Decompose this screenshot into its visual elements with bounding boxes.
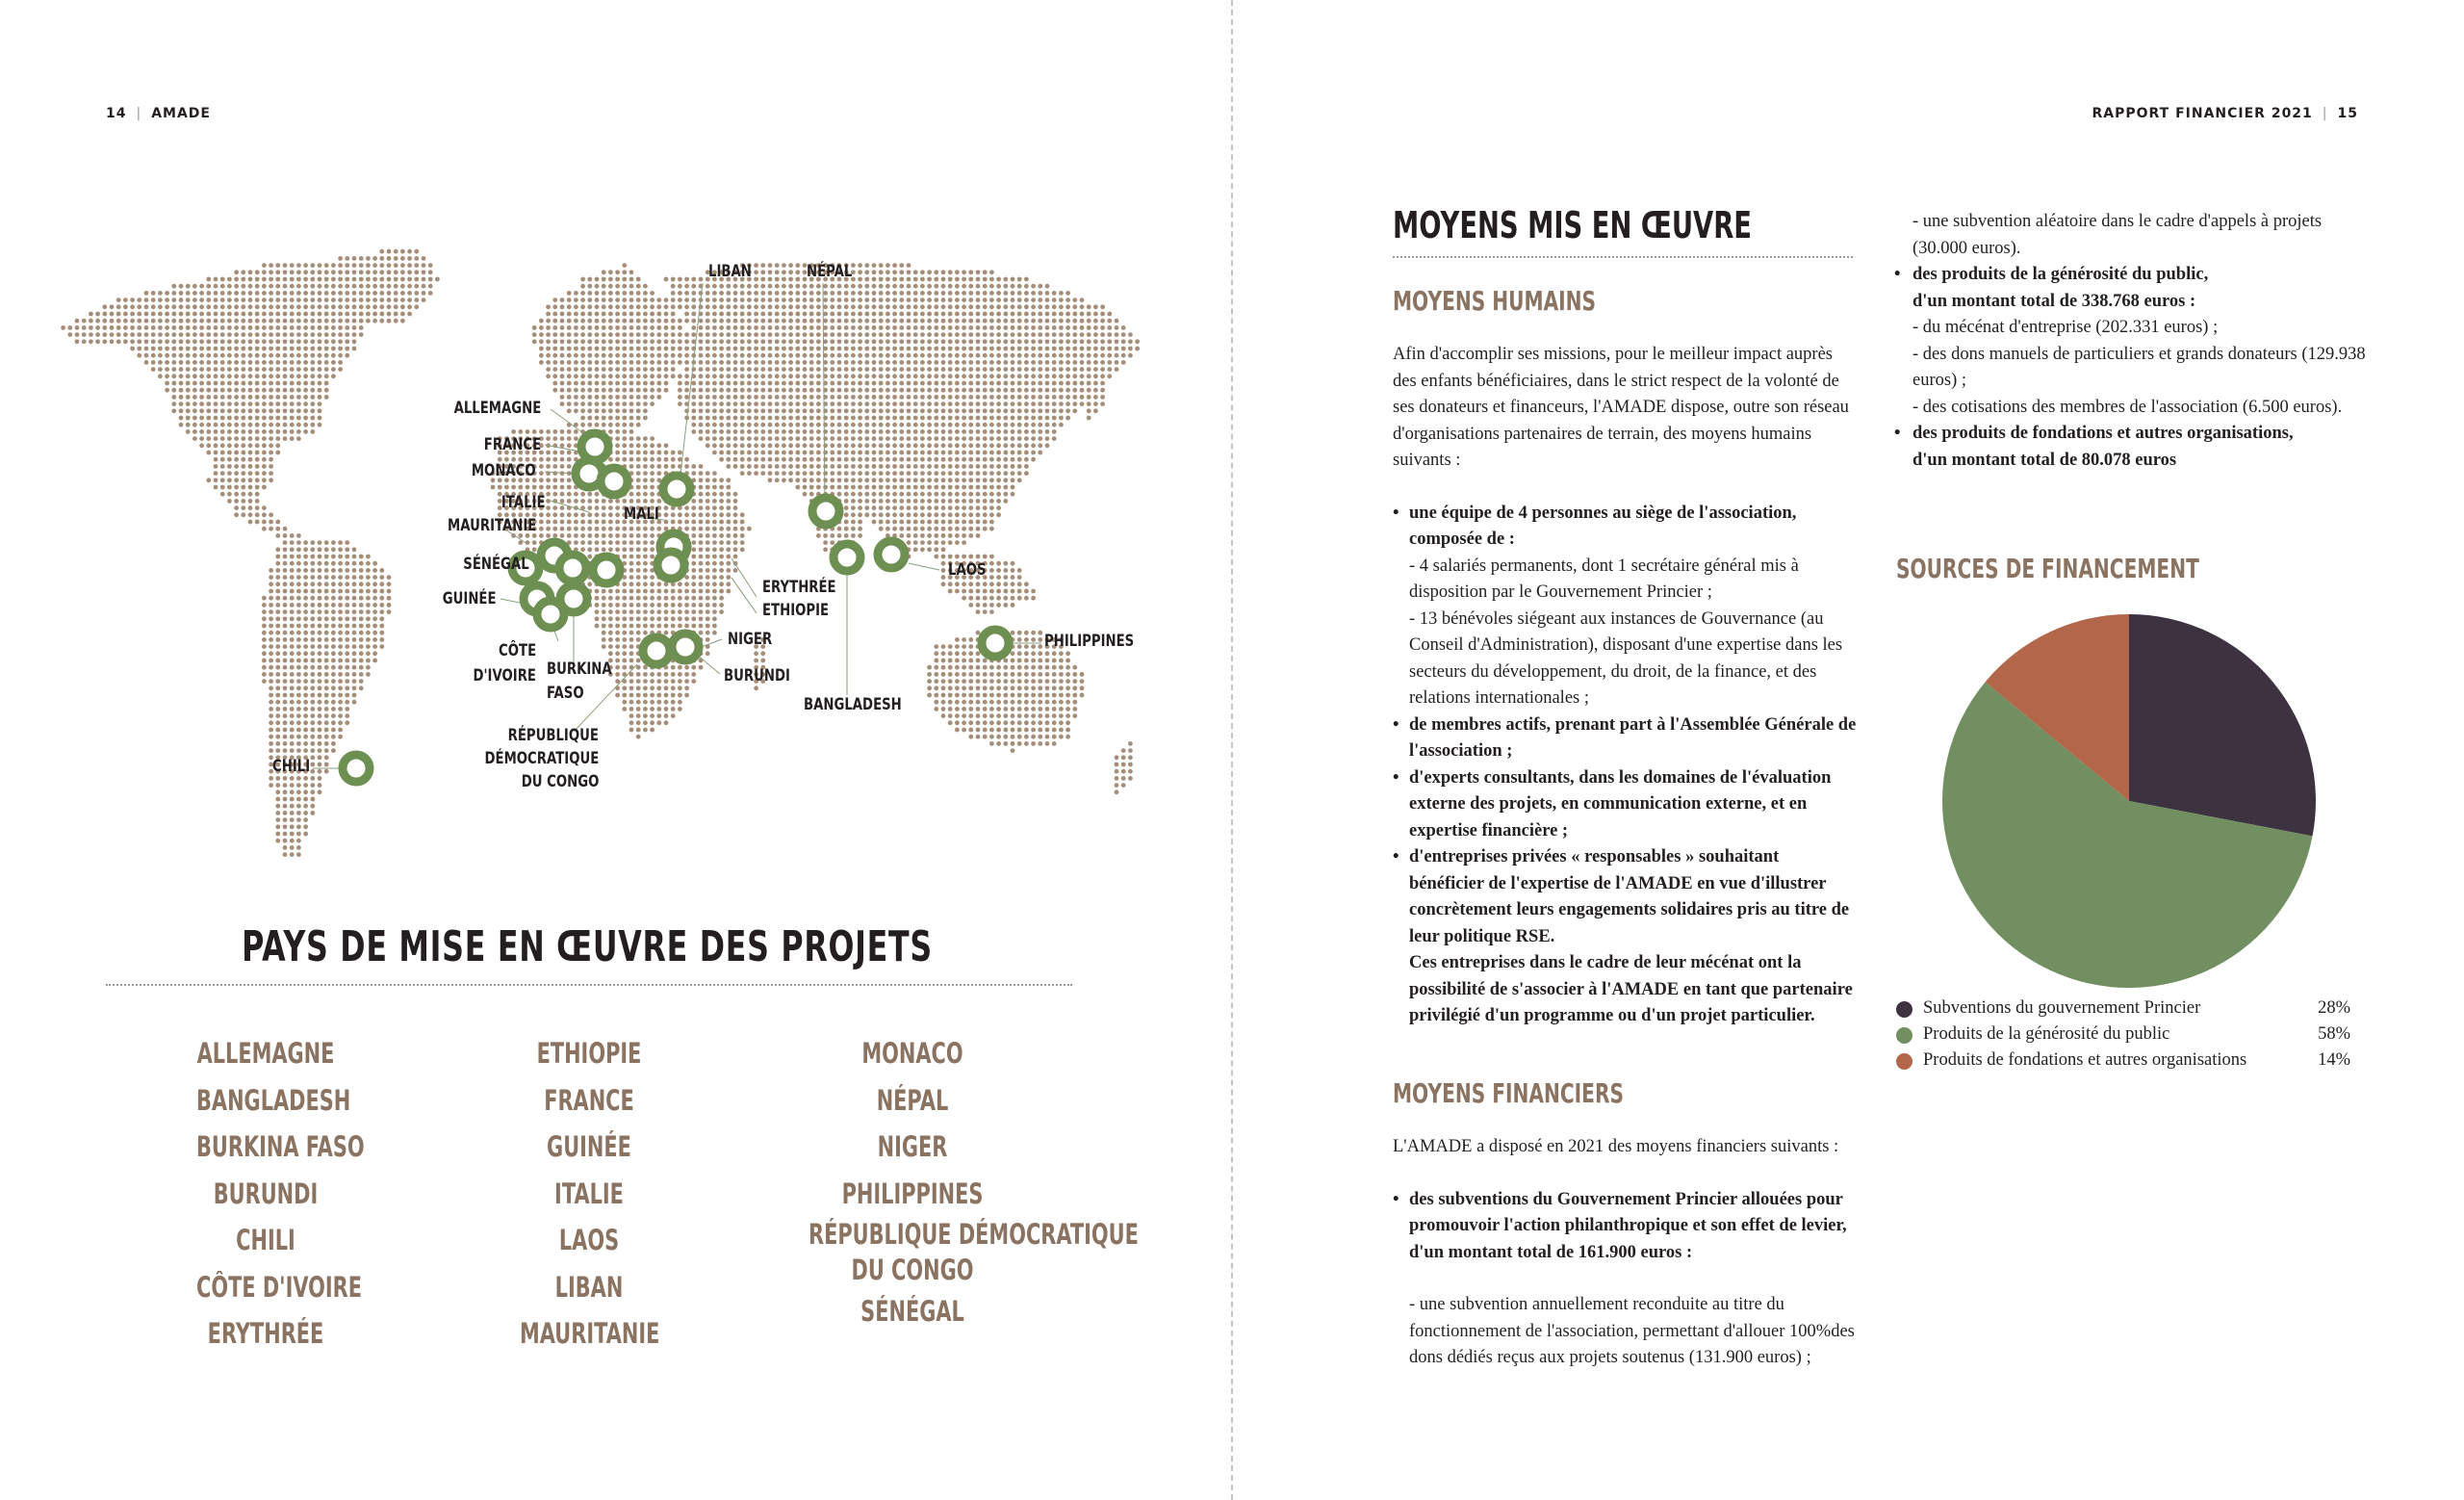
map-label-mauritanie: MAURITANIE (447, 516, 536, 535)
financiers-body-continued (1894, 209, 2372, 474)
financiers-bullet-1-text: • des subventions du Gouvernement Princier allouées pour promouvoir l'action philanthropique et son effet de levier, d'un montant total de 161.900 euros : (1409, 1189, 1847, 1262)
legend-swatch (1896, 1053, 1912, 1070)
map-label-cote-2: D'IVOIRE (473, 666, 536, 685)
funding-pie-chart (1938, 610, 2320, 992)
financiers-bullet-2-sub-2: - des dons manuels de particuliers et grands donateurs (129.938 euros) ; (1912, 344, 2366, 390)
legend-swatch (1896, 1001, 1912, 1018)
country-column-2 (493, 1030, 685, 1358)
legend-value: 28% (2318, 998, 2350, 1018)
map-label-rdc-1: RÉPUBLIQUE (507, 726, 599, 745)
marker-laos (878, 541, 905, 568)
map-label-guinee: GUINÉE (443, 589, 497, 608)
marker-bangladesh (834, 544, 860, 571)
country-item: MAURITANIE (520, 1317, 660, 1350)
legend-label: Produits de la générosité du public (1923, 1024, 2170, 1044)
country-item: BURKINA FASO (196, 1130, 365, 1163)
country-item: BANGLADESH (196, 1083, 351, 1117)
left-folio: 14 | AMADE (106, 106, 211, 121)
humains-bullet-1-text: • une équipe de 4 personnes au siège de l'association, composée de : (1409, 503, 1797, 549)
humains-body (1393, 342, 1857, 1030)
humains-bullet-1-sub-1: - 4 salariés permanents, dont 1 secrétaire général mis à disposition par le Gouvernement Princier ; (1409, 556, 1799, 602)
marker-philippines (982, 630, 1009, 657)
marker-senegal-2 (559, 555, 586, 582)
map-label-nepal: NÉPAL (807, 262, 853, 281)
financiers-bullet-2 (1894, 262, 2372, 421)
country-item: ETHIOPIE (536, 1037, 642, 1070)
financiers-bullet-3-line-1: • des produits de fondations et autres organisations, (1912, 424, 2294, 443)
marker-nepal (812, 498, 839, 525)
country-item: GUINÉE (547, 1130, 631, 1163)
map-label-rdc-3: DU CONGO (521, 772, 599, 791)
map-label-bangladesh: BANGLADESH (804, 695, 902, 714)
projects-title-rule (106, 984, 1072, 986)
map-label-rdc-2: DÉMOCRATIQUE (484, 749, 599, 768)
humains-bullet-3: • d'experts consultants, dans les domaines de l'évaluation externe des projets, en communication externe, et en expertise financière ; (1393, 765, 1857, 845)
country-item: DU CONGO (851, 1254, 974, 1286)
financiers-intro: L'AMADE a disposé en 2021 des moyens financiers suivants : (1393, 1137, 1839, 1156)
map-label-allemagne: ALLEMAGNE (453, 399, 541, 418)
financiers-bullet-1 (1393, 1187, 1857, 1372)
map-label-burkina-1: BURKINA (547, 659, 612, 679)
humains-title: MOYENS HUMAINS (1393, 285, 1597, 317)
country-item: SÉNÉGAL (860, 1295, 964, 1328)
right-folio: RAPPORT FINANCIER 2021 | 15 (2092, 106, 2358, 121)
map-label-ethiopie: ETHIOPIE (762, 601, 830, 620)
right-header-title: RAPPORT FINANCIER 2021 (2092, 106, 2313, 121)
country-item: ALLEMAGNE (196, 1037, 335, 1070)
country-item: CHILI (236, 1224, 295, 1256)
legend-item-2 (1896, 1022, 2350, 1048)
left-page-number: 14 (106, 106, 127, 121)
map-label-monaco: MONACO (472, 461, 536, 480)
map-label-burundi: BURUNDI (724, 666, 790, 685)
financiers-bullet-1-sub-2: - une subvention aléatoire dans le cadre d'appels à projets (30.000 euros). (1912, 212, 2323, 258)
marker-burundi (672, 634, 699, 660)
country-item: FRANCE (544, 1083, 634, 1117)
legend-label: Produits de fondations et autres organisations (1923, 1050, 2247, 1070)
map-label-niger: NIGER (728, 630, 773, 649)
map-label-mali: MALI (624, 504, 659, 524)
country-item: LIBAN (554, 1270, 624, 1304)
financiers-bullet-1-sub-1: - une subvention annuellement reconduite au titre du fonctionnement de l'association, permettant d'allouer 100%des dons dédiés reçus aux projets soutenus (131.900 euros) ; (1409, 1295, 1855, 1367)
map-label-cote-1: CÔTE (498, 641, 536, 660)
financiers-bullet-2-line-1: • des produits de la générosité du public, (1912, 265, 2209, 284)
country-column-3 (768, 1030, 1139, 1335)
map-label-italie: ITALIE (501, 493, 546, 512)
marker-liban (663, 476, 690, 503)
financiers-body (1393, 1134, 1857, 1372)
chart-title: SOURCES DE FINANCEMENT (1896, 553, 2199, 584)
marker-chili (343, 755, 370, 782)
map-label-burkina-2: FASO (547, 684, 584, 703)
country-item: MONACO (861, 1037, 963, 1070)
map-label-liban: LIBAN (708, 262, 752, 281)
country-item: CÔTE D'IVOIRE (196, 1270, 363, 1304)
legend-item-3 (1896, 1047, 2350, 1074)
humains-bullet-4-text: • d'entreprises privées « responsables » souhaitant bénéficier de l'expertise de l'AMADE en vue d'illustrer concrètement leurs engagements solidaires pris au titre de leur politique RSE. (1409, 847, 1850, 946)
humains-bullet-1 (1393, 501, 1857, 712)
right-page-number: 15 (2337, 106, 2358, 121)
country-item: ITALIE (554, 1177, 624, 1210)
financiers-bullet-3-line-2: d'un montant total de 80.078 euros (1912, 450, 2177, 470)
legend-value: 58% (2318, 1024, 2350, 1044)
marker-cote-ivoire (537, 601, 564, 628)
legend-label: Subventions du gouvernement Princier (1923, 998, 2201, 1018)
humains-bullet-4-extra: Ces entreprises dans le cadre de leur mécénat ont la possibilité de s'associer à l'AMADE en tant que partenaire privilégié d'un programme ou d'un projet particulier. (1409, 953, 1853, 1025)
page-gutter (1231, 0, 1233, 1500)
humains-bullet-4 (1393, 844, 1857, 1030)
marker-allemagne (581, 433, 608, 460)
country-item: PHILIPPINES (841, 1177, 984, 1210)
legend-value: 14% (2318, 1050, 2350, 1070)
map-label-france: FRANCE (483, 435, 541, 454)
humains-bullet-1-sub-2: - 13 bénévoles siégeant aux instances de Gouvernance (au Conseil d'Administration), disposant d'une expertise dans les secteurs du développement, du droit, de la finance, et des relations internationales ; (1409, 608, 1843, 708)
country-item: ERYTHRÉE (207, 1317, 324, 1350)
financiers-bullet-2-sub-1: - du mécénat d'entreprise (202.331 euros) ; (1912, 318, 2219, 337)
map-label-chili: CHILI (271, 757, 310, 776)
humains-bullet-2: • de membres actifs, prenant part à l'Assemblée Générale de l'association ; (1393, 712, 1857, 765)
country-item: NÉPAL (876, 1083, 949, 1117)
country-item: RÉPUBLIQUE DÉMOCRATIQUE (808, 1218, 1139, 1251)
financiers-bullet-2-line-2: d'un montant total de 338.768 euros : (1912, 291, 2196, 311)
map-label-philippines: PHILIPPINES (1044, 632, 1135, 651)
map-label-laos: LAOS (948, 560, 987, 580)
country-item: NIGER (877, 1130, 948, 1163)
financiers-title: MOYENS FINANCIERS (1393, 1077, 1624, 1109)
projects-title: PAYS DE MISE EN ŒUVRE DES PROJETS (242, 922, 933, 971)
legend-swatch (1896, 1027, 1912, 1044)
country-item: LAOS (558, 1224, 620, 1256)
humains-intro: Afin d'accomplir ses missions, pour le meilleur impact auprès des enfants bénéficiaires, dans le strict respect de la volonté de ses donateurs et financeurs, l'AMADE dispose, outre son réseau d'organisations partenaires de terrain, des moyens humains suivants : (1393, 345, 1849, 470)
map-label-senegal: SÉNÉGAL (463, 555, 529, 574)
marker-niger (593, 556, 620, 583)
map-markers-layer (0, 0, 1232, 915)
marker-rdc (643, 637, 670, 664)
legend-item-1 (1896, 996, 2350, 1022)
financiers-bullet-3 (1894, 421, 2372, 474)
map-label-erythree: ERYTHRÉE (762, 578, 836, 597)
marker-monaco (601, 468, 628, 495)
section-title-rule (1393, 256, 1853, 258)
financiers-bullet-2-sub-3: - des cotisations des membres de l'association (6.500 euros). (1912, 397, 2343, 417)
pie-slice-1 (2129, 614, 2316, 836)
left-doc-name: AMADE (151, 106, 211, 121)
section-title: MOYENS MIS EN ŒUVRE (1393, 204, 1752, 246)
country-item: BURUNDI (213, 1177, 319, 1210)
country-column-1 (169, 1030, 365, 1358)
marker-erythree (657, 552, 684, 579)
